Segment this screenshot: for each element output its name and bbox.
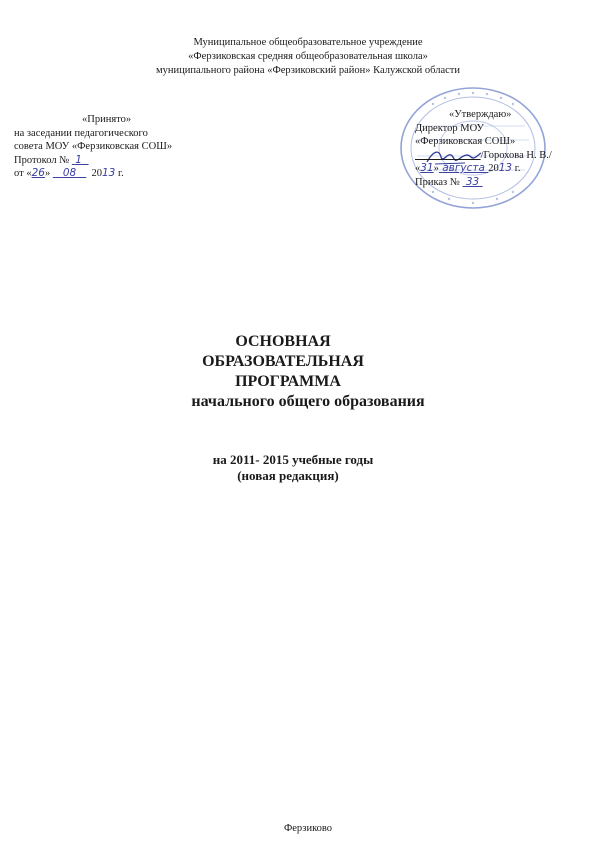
approved-title: «Утверждаю» [449,109,512,120]
accepted-date-line: от «26» 08 2013 г. [14,167,124,179]
title-line-1: ОСНОВНАЯ [235,333,331,350]
accepted-year: 13 [101,167,116,179]
order-number: 33 [465,175,480,188]
accepted-title: «Принято» [82,114,132,125]
title-line-4: начального общего образования [191,393,425,410]
director-line [415,149,552,163]
header-line-3: муниципального района «Ферзиковский район» Калужской области [155,65,461,76]
accepted-line-1: на заседании педагогического [14,127,148,139]
protocol-label: Протокол № [14,154,70,166]
city-footer: Ферзиково [283,823,333,834]
accepted-day: 26 [31,167,45,179]
approved-block [415,108,552,189]
order-label: Приказ № [415,176,460,188]
approved-month: августа [442,162,485,174]
header-line-1: Муниципальное общеобразовательное учреждение [193,37,423,48]
protocol-number: 1 [75,153,82,166]
approved-line-1: Директор МОУ [415,122,484,134]
order-line [415,176,552,190]
title-line-2: ОБРАЗОВАТЕЛЬНАЯ [202,353,364,370]
program-years [0,452,616,484]
title-line-3: ПРОГРАММА [235,373,341,390]
edition-line: (новая редакция) [237,468,339,483]
approved-line-2: «Ферзиковская СОШ» [415,136,516,147]
approved-year: 13 [498,162,513,174]
accepted-line-2: совета МОУ «Ферзиковская СОШ» [14,141,173,152]
school-header [0,36,616,78]
header-line-2: «Ферзиковская средняя общеобразовательная школа» [188,51,428,62]
approved-date-line: «31» августа 2013 г. [415,162,521,174]
years-line: на 2011- 2015 учебные годы [212,452,374,467]
accepted-month: 08 [62,167,77,179]
program-title [0,332,616,412]
approved-day: 31 [420,162,434,174]
accepted-block [14,113,172,181]
director-name: /Горохова Н. В./ [480,149,552,161]
protocol-line [14,154,172,168]
